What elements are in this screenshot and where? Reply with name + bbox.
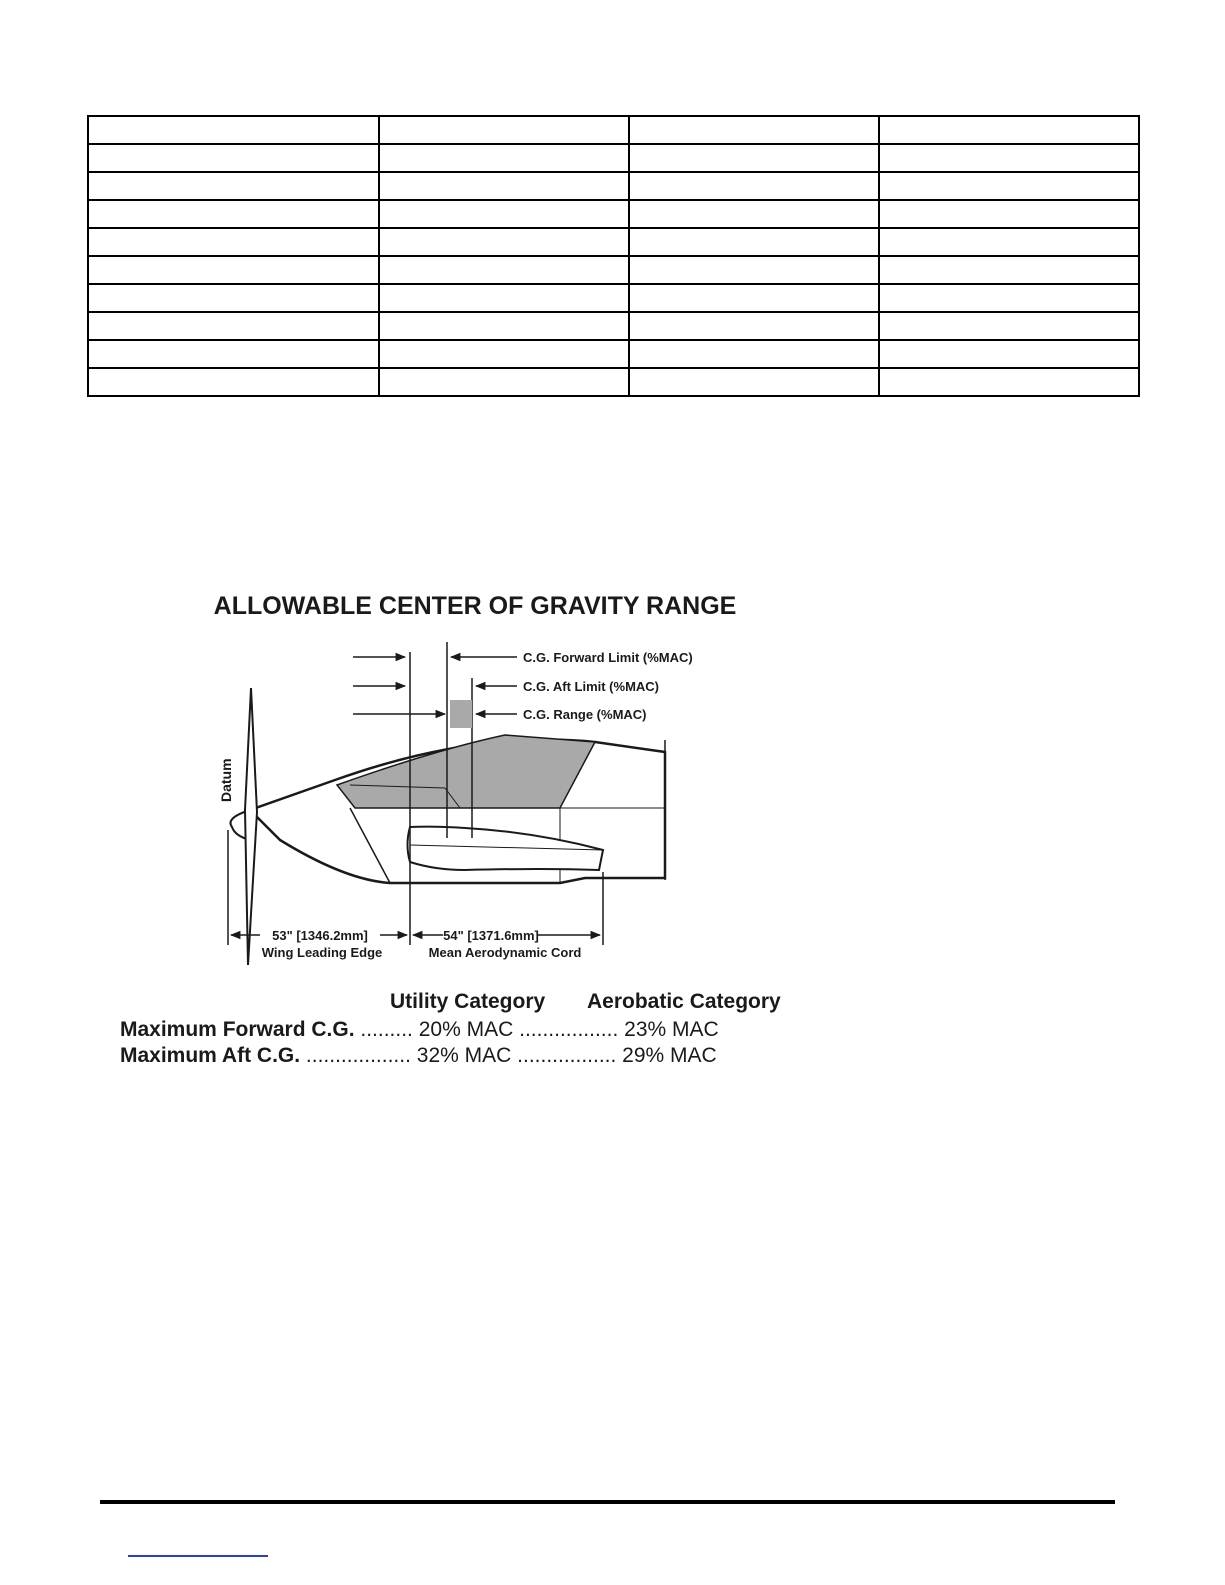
table-row — [88, 200, 1139, 228]
table-cell — [879, 256, 1139, 284]
table-cell — [879, 116, 1139, 144]
table-cell — [629, 368, 879, 396]
aerobatic-category-header: Aerobatic Category — [587, 990, 781, 1013]
table-cell — [629, 312, 879, 340]
aft-cg-row — [120, 1044, 820, 1070]
table-cell — [88, 312, 379, 340]
empty-table — [87, 115, 1140, 397]
aft-cg-label: Maximum Aft C.G. — [120, 1044, 301, 1067]
table-cell — [629, 340, 879, 368]
table-cell — [879, 340, 1139, 368]
table-cell — [379, 368, 629, 396]
table-row — [88, 172, 1139, 200]
table-cell — [879, 200, 1139, 228]
table-cell — [379, 340, 629, 368]
aft-cg-leader-mid: ................. — [511, 1044, 617, 1067]
table-cell — [88, 256, 379, 284]
table-cell — [879, 172, 1139, 200]
table-cell — [629, 144, 879, 172]
table-cell — [88, 172, 379, 200]
table-cell — [88, 368, 379, 396]
table-cell — [88, 200, 379, 228]
footer-rule — [100, 1500, 1115, 1504]
table-cell — [88, 144, 379, 172]
aft-limit-label: C.G. Aft Limit (%MAC) — [523, 679, 659, 694]
table-cell — [88, 284, 379, 312]
datum-label: Datum — [218, 758, 234, 802]
table-cell — [379, 172, 629, 200]
fwd-limit-label: C.G. Forward Limit (%MAC) — [523, 650, 693, 665]
table-cell — [629, 284, 879, 312]
forward-cg-utility: 20% MAC — [412, 1018, 514, 1041]
aft-cg-leader: .................. — [300, 1044, 411, 1067]
table-cell — [629, 200, 879, 228]
table-cell — [629, 228, 879, 256]
propeller — [245, 688, 257, 965]
forward-cg-aerobatic: 23% MAC — [618, 1018, 719, 1041]
table-row — [88, 312, 1139, 340]
table-row — [88, 144, 1139, 172]
table-cell — [879, 228, 1139, 256]
table-cell — [379, 256, 629, 284]
table-cell — [629, 172, 879, 200]
mac-value: 54" [1371.6mm] — [443, 928, 539, 943]
table-cell — [629, 116, 879, 144]
table-row — [88, 284, 1139, 312]
table-cell — [879, 312, 1139, 340]
figure-title: ALLOWABLE CENTER OF GRAVITY RANGE — [213, 592, 737, 620]
range-label: C.G. Range (%MAC) — [523, 707, 647, 722]
table-cell — [879, 284, 1139, 312]
table-cell — [379, 228, 629, 256]
aft-cg-aerobatic: 29% MAC — [616, 1044, 717, 1067]
table-row — [88, 340, 1139, 368]
forward-cg-label: Maximum Forward C.G. — [120, 1018, 355, 1041]
footer-link[interactable] — [128, 1555, 268, 1557]
utility-category-header: Utility Category — [390, 990, 546, 1013]
table-cell — [379, 116, 629, 144]
wing-le-caption: Wing Leading Edge — [261, 945, 383, 960]
table-cell — [88, 228, 379, 256]
mac-caption: Mean Aerodynamic Cord — [428, 945, 582, 960]
wing-le-value: 53" [1346.2mm] — [272, 928, 368, 943]
table-row — [88, 228, 1139, 256]
table-cell — [629, 256, 879, 284]
cg-limits — [120, 990, 820, 1070]
table-cell — [379, 284, 629, 312]
table-cell — [379, 144, 629, 172]
table-cell — [879, 144, 1139, 172]
shaded-cabin — [337, 735, 595, 808]
table-cell — [379, 200, 629, 228]
table-cell — [88, 340, 379, 368]
cg-range-figure — [105, 580, 825, 1100]
forward-cg-leader-mid: ................. — [513, 1018, 619, 1041]
table-row — [88, 256, 1139, 284]
table-cell — [879, 368, 1139, 396]
table-row — [88, 116, 1139, 144]
table-cell — [88, 116, 379, 144]
table-row — [88, 368, 1139, 396]
forward-cg-leader: ......... — [354, 1018, 413, 1041]
cg-range-bar — [450, 700, 472, 728]
category-headers — [120, 990, 820, 1018]
table-cell — [379, 312, 629, 340]
forward-cg-row — [120, 1018, 820, 1044]
aft-cg-utility: 32% MAC — [410, 1044, 512, 1067]
